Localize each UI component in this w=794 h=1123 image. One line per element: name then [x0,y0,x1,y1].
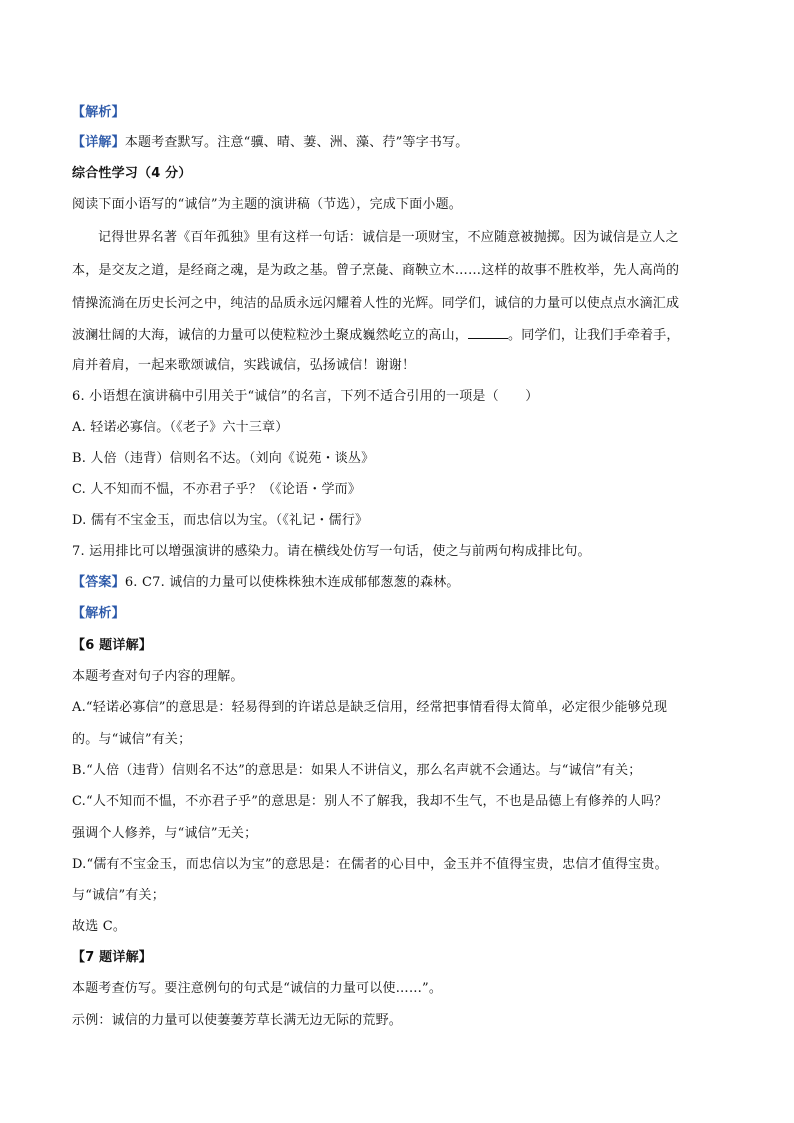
passage-line: 本，是交友之道，是经商之魂，是为政之基。曾子烹彘、商鞅立木……这样的故事不胜枚举，先人高尚的 [72,263,680,278]
passage-line: 肩并着肩，一起来歌颂诚信，实践诚信，弘扬诚信！谢谢！ [72,358,416,373]
question-6: 6. 小语想在演讲稿中引用关于“诚信”的名言，下列不适合引用的一项是（ ） [72,389,539,404]
q7-example: 示例：诚信的力量可以使萋萋芳草长满无边无际的荒野。 [72,1013,403,1028]
q6-detail-intro: 本题考查对句子内容的理解。 [72,669,244,684]
passage-line: 情操流淌在历史长河之中，纯洁的品质永远闪耀着人性的光辉。同学们，诚信的力量可以使点点水滴汇成 [72,296,680,311]
intro-text: 阅读下面小语写的“诚信”为主题的演讲稿（节选），完成下面小题。 [72,197,462,212]
detail-text: 本题考查默写。注意“骥、晴、萋、洲、藻、荇”等字书写。 [124,135,469,150]
q6-detail-line: 与“诚信”有关； [72,888,165,903]
q6-detail-line: B.“人倍（违背）信则名不达”的意思是：如果人不讲信义，那么名声就不会通达。与“诚信”有关； [72,763,642,778]
q7-detail-intro: 本题考查仿写。要注意例句的句式是“诚信的力量可以使……”。 [72,981,443,996]
detail-label: 【详解】 [72,135,125,150]
q6-detail-line: C.“人不知而不愠，不亦君子乎”的意思是：别人不了解我，我却不生气，不也是品德上有修养的人吗？ [72,794,668,809]
passage-line: 记得世界名著《百年孤独》里有这样一句话：诚信是一项财宝，不应随意被抛掷。因为诚信是立人之 [98,230,679,245]
q6-detail-line: 的。与“诚信”有关； [72,732,192,747]
passage-text: 波澜壮阔的大海，诚信的力量可以使粒粒沙土聚成巍然屹立的高山， [72,328,469,343]
q6-option-a: A. 轻诺必寡信。（《老子》六十三章） [72,420,289,435]
passage-line-with-blank [72,326,722,346]
q6-detail-line: A.“轻诺必寡信”的意思是：轻易得到的许诺总是缺乏信用，经常把事情看得太简单，必定很少能够兑现 [72,700,668,715]
q6-option-d: D. 儒有不宝金玉，而忠信以为宝。（《礼记・儒行》 [72,513,369,528]
question-7: 7. 运用排比可以增强演讲的感染力。请在横线处仿写一句话，使之与前两句构成排比句。 [72,544,591,559]
answer-paragraph [72,573,722,593]
section-title: 综合性学习（4 分） [72,166,192,181]
analysis-label: 【解析】 [72,105,125,120]
q6-detail-line: 强调个人修养，与“诚信”无关； [72,826,258,841]
fill-in-blank [468,326,508,339]
q6-option-c: C. 人不知而不愠，不亦君子乎？（《论语・学而》 [72,482,362,497]
analysis-label: 【解析】 [72,606,125,621]
q7-detail-label: 【7 题详解】 [72,950,152,965]
q6-detail-line: D.“儒有不宝金玉，而忠信以为宝”的意思是：在儒者的心目中，金玉并不值得宝贵，忠信才值得宝贵。 [72,857,668,872]
q6-detail-line: 故选 C。 [72,919,127,934]
answer-label: 【答案】 [72,575,125,590]
q6-option-b: B. 人倍（违背）信则名不达。（刘向《说苑・谈丛》 [72,451,375,466]
passage-text: 。同学们，让我们手牵着手， [508,328,680,343]
q6-detail-label: 【6 题详解】 [72,638,152,653]
answer-text: 6. C7. 诚信的力量可以使株株独木连成郁郁葱葱的森林。 [124,575,460,590]
detail-paragraph [72,133,722,153]
